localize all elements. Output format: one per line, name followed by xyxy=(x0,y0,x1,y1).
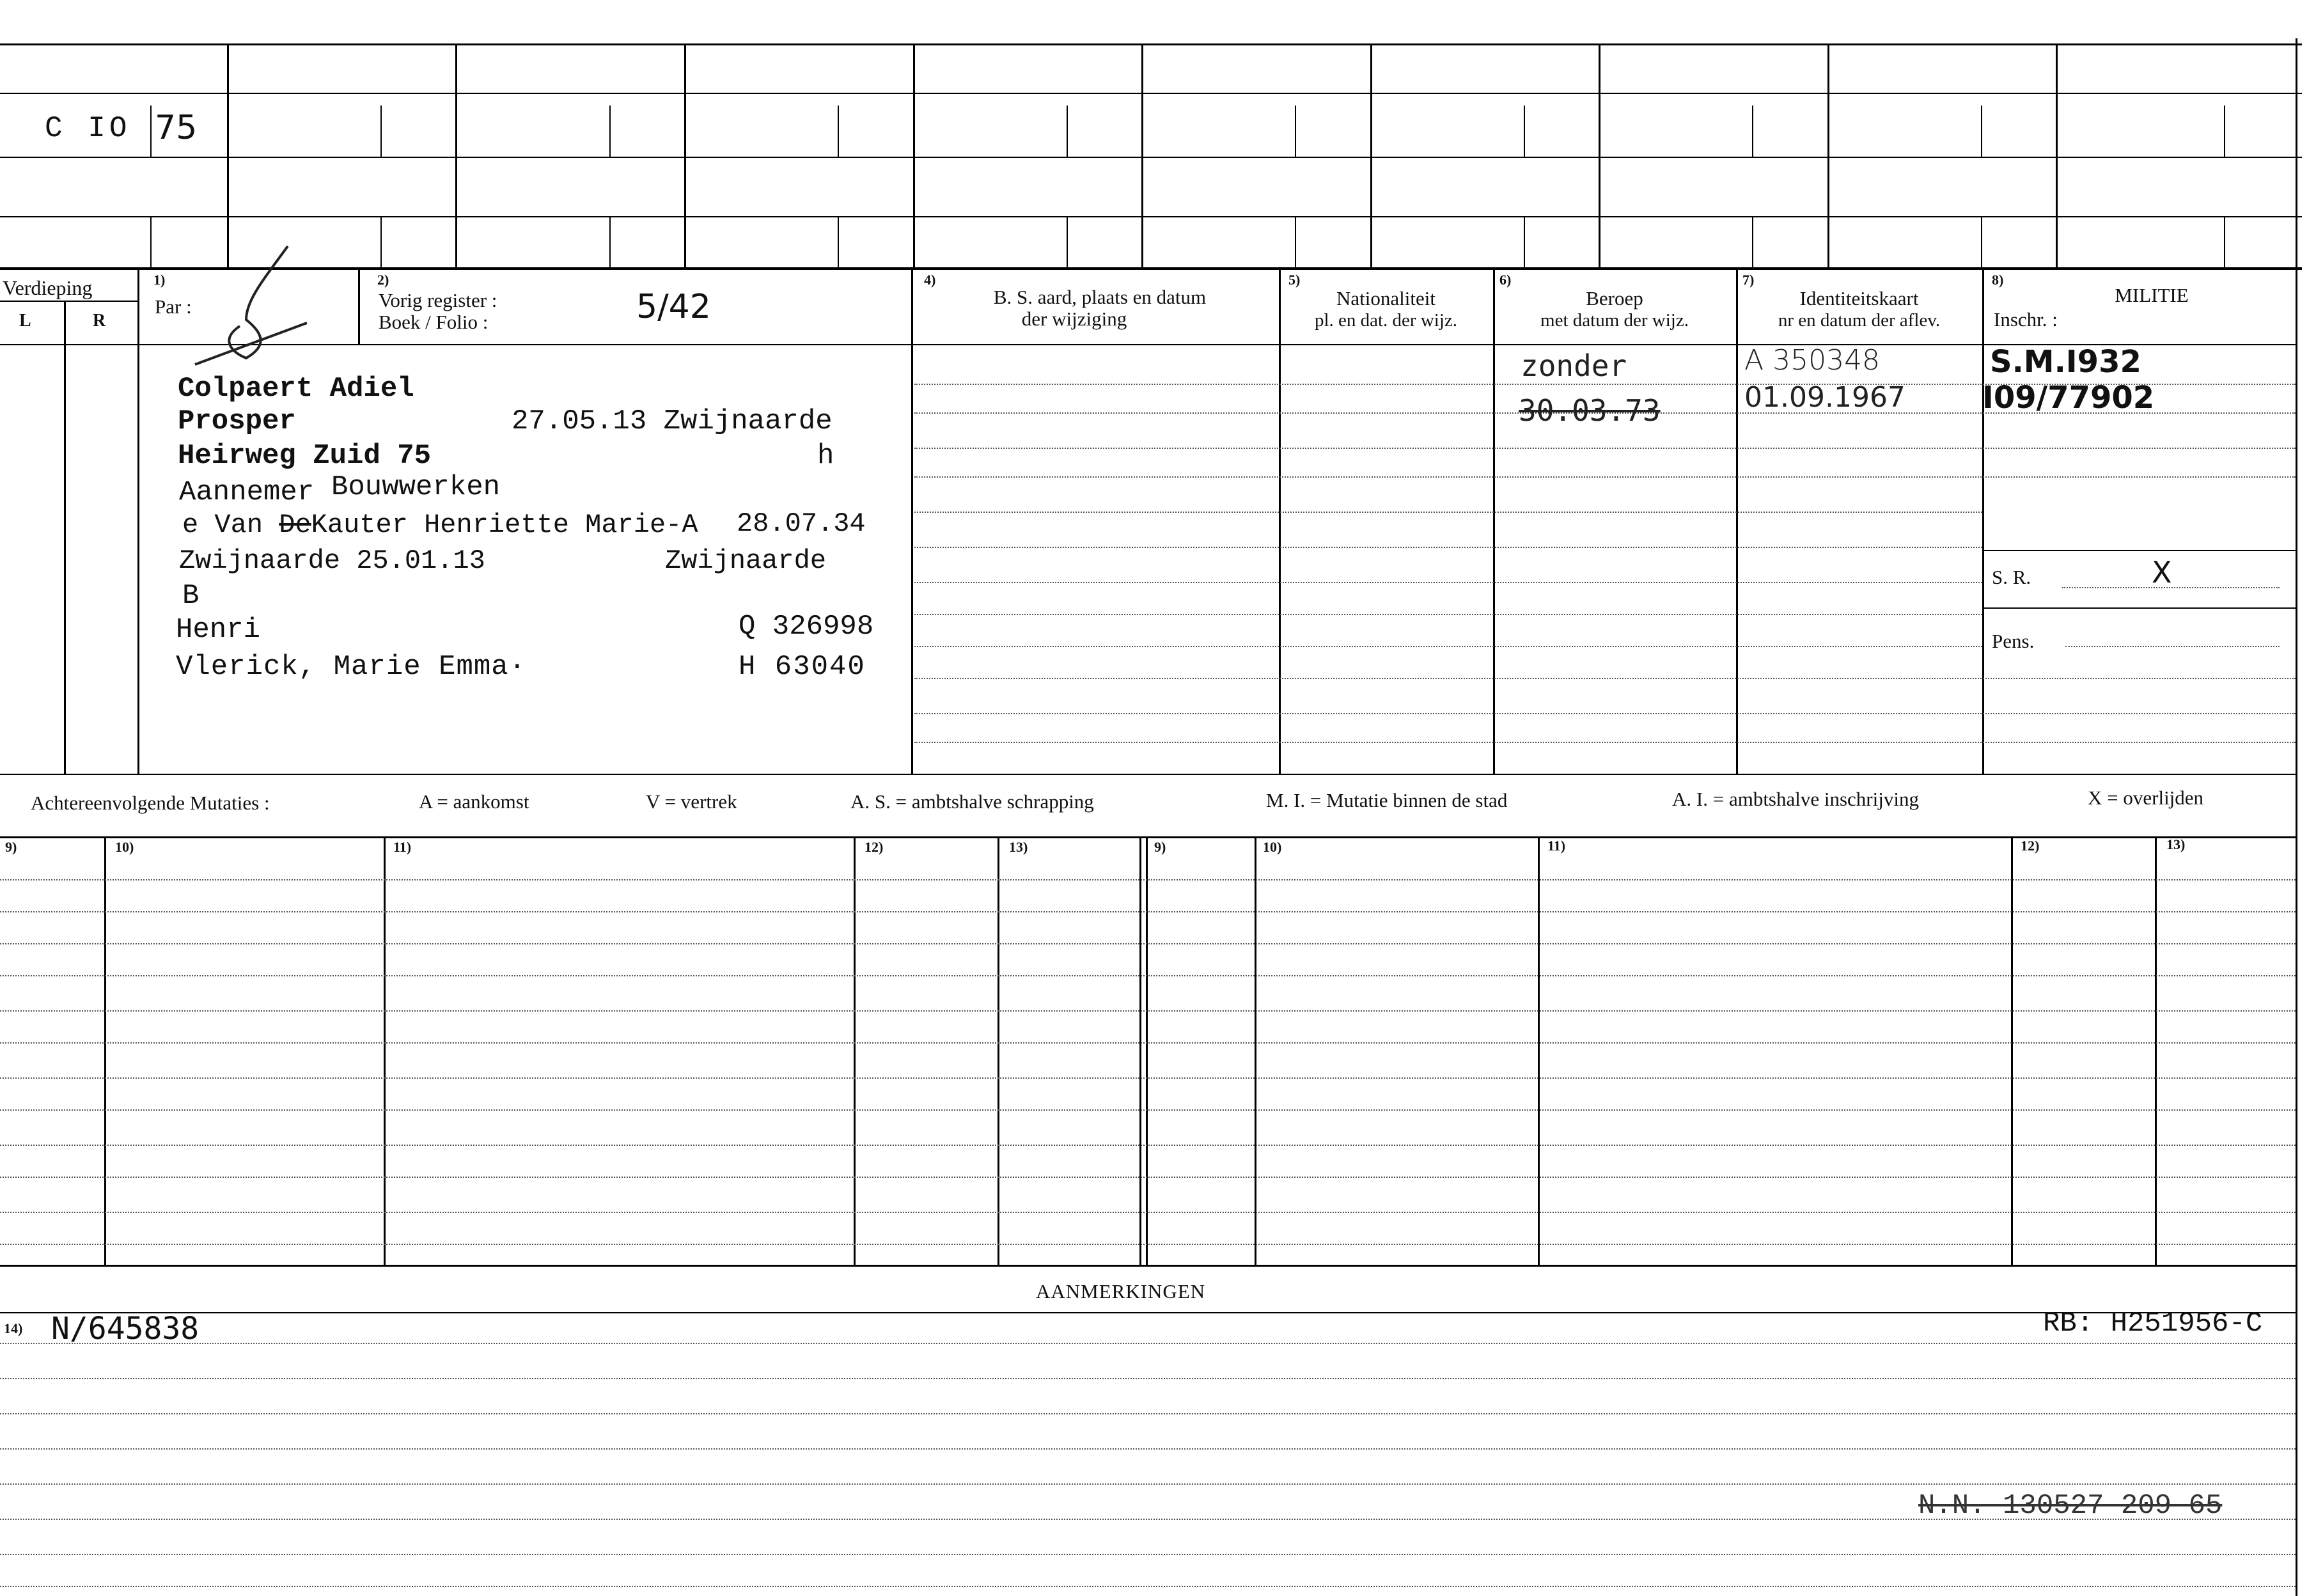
militie-title: MILITIE xyxy=(2115,284,2189,306)
relative-code: H 63040 xyxy=(739,651,866,683)
col6-title-2: met datum der wijz. xyxy=(1540,310,1689,331)
spouse-prefix: e Van xyxy=(182,510,263,540)
col-l-label: L xyxy=(19,311,31,331)
relative-name: Vlerick, Marie Emma· xyxy=(176,651,527,683)
col-r-label: R xyxy=(93,311,106,331)
spouse-line xyxy=(182,510,698,540)
spouse-place: Zwijnaarde xyxy=(665,545,827,576)
mut-col-13-left: 13) xyxy=(1009,839,1028,855)
remarks-rb-value: RB: H251956-C xyxy=(2043,1308,2263,1340)
remarks-title: AANMERKINGEN xyxy=(1036,1280,1206,1303)
legend-a: A = aankomst xyxy=(419,790,529,813)
boek-folio-label: Boek / Folio : xyxy=(379,311,489,333)
remarks-left-value: N/645838 xyxy=(51,1311,200,1347)
legend-as: A. S. = ambtshalve schrapping xyxy=(850,790,1094,813)
code-number: 75 xyxy=(155,109,198,147)
mut-col-10-left: 10) xyxy=(115,839,134,855)
col6-number: 6) xyxy=(1499,272,1512,288)
col8-number: 8) xyxy=(1992,272,2004,288)
sr-value: X xyxy=(2152,555,2172,590)
vorig-register-label: Vorig register : xyxy=(379,289,497,311)
remarks-nn-value: N.N. 130527 209 65 xyxy=(1918,1490,2223,1522)
col6-title-1: Beroep xyxy=(1586,287,1643,309)
legend-mi: M. I. = Mutatie binnen de stad xyxy=(1266,789,1508,811)
bracket-line xyxy=(185,320,313,371)
col4-number: 4) xyxy=(924,272,936,288)
beroep-date: 30.03.73 xyxy=(1519,393,1661,428)
remarks-number: 14) xyxy=(4,1320,23,1336)
sr-label: S. R. xyxy=(1992,566,2031,588)
legend-x: X = overlijden xyxy=(2088,786,2204,809)
person-profession-written: Bouwwerken xyxy=(331,471,501,503)
spouse-birth: Zwijnaarde 25.01.13 xyxy=(179,545,485,576)
col5-title-1: Nationaliteit xyxy=(1336,287,1436,309)
person-name-line2: Prosper xyxy=(178,405,296,437)
mut-col-11-right: 11) xyxy=(1547,838,1566,854)
par-label: Par : xyxy=(155,295,192,318)
child-name: Henri xyxy=(176,614,261,646)
pens-label: Pens. xyxy=(1992,630,2035,652)
mut-col-9-right: 9) xyxy=(1154,839,1166,855)
person-profession: Aannemer xyxy=(179,476,315,508)
vorig-register-value: 5/42 xyxy=(636,288,711,326)
person-mark-b: B xyxy=(182,580,200,612)
id-card-date: 01.09.1967 xyxy=(1744,381,1905,414)
grid-line xyxy=(0,267,2302,270)
mut-col-12-right: 12) xyxy=(2021,838,2040,854)
inschr-label: Inschr. : xyxy=(1994,308,2058,331)
mut-col-13-right: 13) xyxy=(2166,836,2186,852)
grid-line xyxy=(0,157,2302,158)
col1-number: 1) xyxy=(153,272,166,288)
col7-number: 7) xyxy=(1742,272,1755,288)
mut-col-9-left: 9) xyxy=(5,839,17,855)
spouse-name: Kauter Henriette Marie-A xyxy=(311,510,698,540)
grid-line xyxy=(0,93,2302,94)
legend-v: V = vertrek xyxy=(646,790,737,813)
mut-col-10-right: 10) xyxy=(1263,839,1282,855)
grid-line xyxy=(0,216,2302,217)
grid-line xyxy=(0,43,2302,45)
legend-title: Achtereenvolgende Mutaties : xyxy=(31,792,270,814)
col4-title-1: B. S. aard, plaats en datum xyxy=(993,286,1207,308)
col4-title-2: der wijziging xyxy=(1021,308,1127,330)
col2-number: 2) xyxy=(377,272,389,288)
mut-col-11-left: 11) xyxy=(393,839,412,855)
legend-ai: A. I. = ambtshalve inschrijving xyxy=(1672,788,1919,810)
spouse-date: 28.07.34 xyxy=(737,508,866,539)
child-code: Q 326998 xyxy=(739,611,874,643)
person-address: Heirweg Zuid 75 xyxy=(178,440,432,472)
col7-title-1: Identiteitskaart xyxy=(1799,287,1919,309)
person-address-mark: h xyxy=(817,440,834,472)
militie-inschr-2: I09/77902 xyxy=(1982,380,2155,416)
col5-title-2: pl. en dat. der wijz. xyxy=(1314,310,1458,331)
col5-number: 5) xyxy=(1288,272,1301,288)
person-name-line1: Colpaert Adiel xyxy=(178,373,414,405)
id-card-number: A 350348 xyxy=(1744,344,1881,377)
mut-col-12-left: 12) xyxy=(865,839,884,855)
person-birth: 27.05.13 Zwijnaarde xyxy=(512,405,833,437)
code-prefix: C IO xyxy=(45,112,131,145)
beroep-value: zonder xyxy=(1521,348,1627,383)
spouse-struck: De xyxy=(279,510,311,540)
col7-title-2: nr en datum der aflev. xyxy=(1778,310,1941,331)
verdieping-label: Verdieping xyxy=(3,276,93,299)
militie-inschr-1: S.M.I932 xyxy=(1990,344,2141,380)
